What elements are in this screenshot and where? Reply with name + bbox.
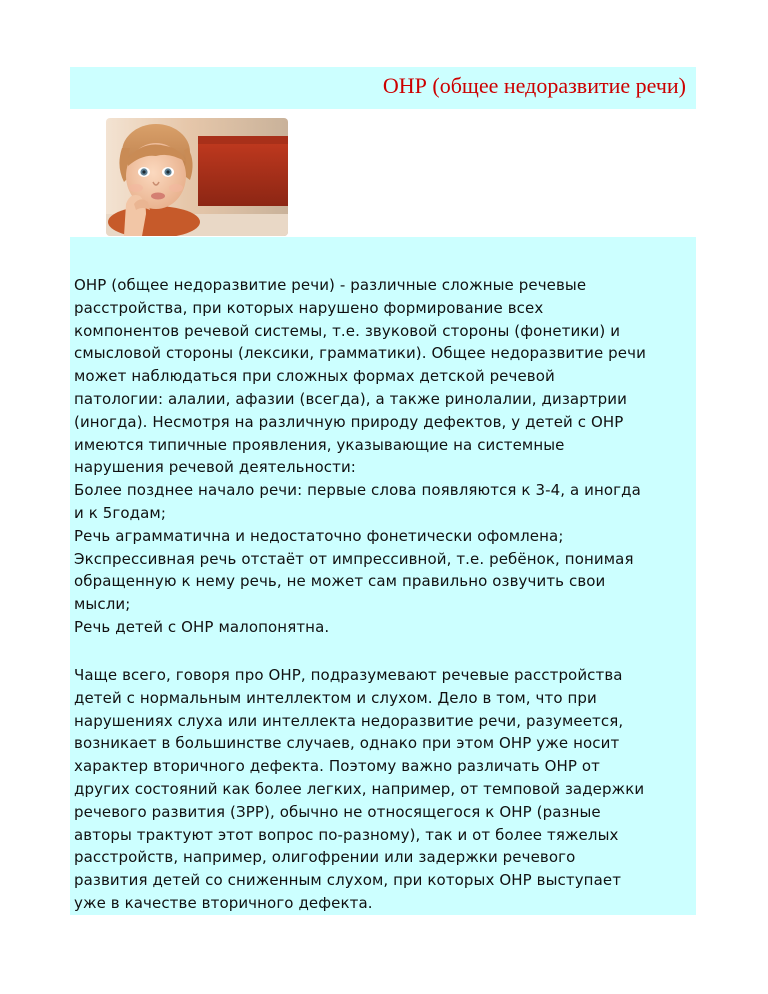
text-line: развития детей со сниженным слухом, при которых ОНР выступает (74, 871, 622, 890)
text-line: обращенную к нему речь, не может сам правильно озвучить свои (74, 572, 606, 591)
text-line: характер вторичного дефекта. Поэтому важно различать ОНР от (74, 757, 600, 776)
text-line: Речь детей с ОНР малопонятна. (74, 617, 330, 636)
text-line: и к 5годам; (74, 503, 166, 522)
text-line: Чаще всего, говоря про ОНР, подразумевают речевые расстройства (74, 666, 623, 684)
text-line: расстройств, например, олигофрении или задержки речевого (74, 848, 576, 867)
text-line: может наблюдаться при сложных формах детской речевой (74, 367, 555, 386)
text-line: расстройства, при которых нарушено формирование всех (74, 298, 544, 317)
text-line: смысловой стороны (лексики, грамматики). Общее недоразвитие речи (74, 344, 646, 363)
content-area (70, 237, 696, 915)
text-line: речевого развития (ЗРР), обычно не относящегося к ОНР (разные (74, 802, 601, 821)
text-line: мысли; (74, 595, 131, 614)
text-line: других состояний как более легких, например, от темповой задержки (74, 779, 645, 798)
text-line: Более позднее начало речи: первые слова появляются к 3-4, а иногда (74, 481, 641, 500)
text-line: Речь аграмматична и недостаточно фонетически офомлена; (74, 526, 564, 545)
page-title: ОНР (общее недоразвитие речи) (382, 73, 686, 98)
text-line: Экспрессивная речь отстаёт от импрессивной, т.е. ребёнок, понимая (74, 549, 634, 568)
paragraph-onr-differentiation (74, 664, 698, 915)
text-line: (иногда). Несмотря на различную природу дефектов, у детей с ОНР (74, 412, 624, 431)
text-line: имеются типичные проявления, указывающие на системные (74, 435, 565, 454)
text-line: детей с нормальным интеллектом и слухом. Дело в том, что при (74, 688, 597, 707)
title-bar (70, 67, 696, 109)
child-photo (106, 118, 288, 236)
paragraph-onr-definition (74, 274, 698, 639)
text-line: авторы трактуют этот вопрос по-разному), так и от более тяжелых (74, 825, 619, 844)
text-line: компонентов речевой системы, т.е. звуковой стороны (фонетики) и (74, 321, 621, 340)
text-line: нарушения речевой деятельности: (74, 458, 356, 477)
text-line: ОНР (общее недоразвитие речи) - различные сложные речевые (74, 276, 587, 294)
text-line: уже в качестве вторичного дефекта. (74, 893, 373, 912)
text-line: возникает в большинстве случаев, однако при этом ОНР уже носит (74, 734, 620, 753)
text-line: нарушениях слуха или интеллекта недоразвитие речи, разумеется, (74, 711, 624, 730)
text-line: патологии: алалии, афазии (всегда), а также ринолалии, дизартрии (74, 389, 627, 408)
